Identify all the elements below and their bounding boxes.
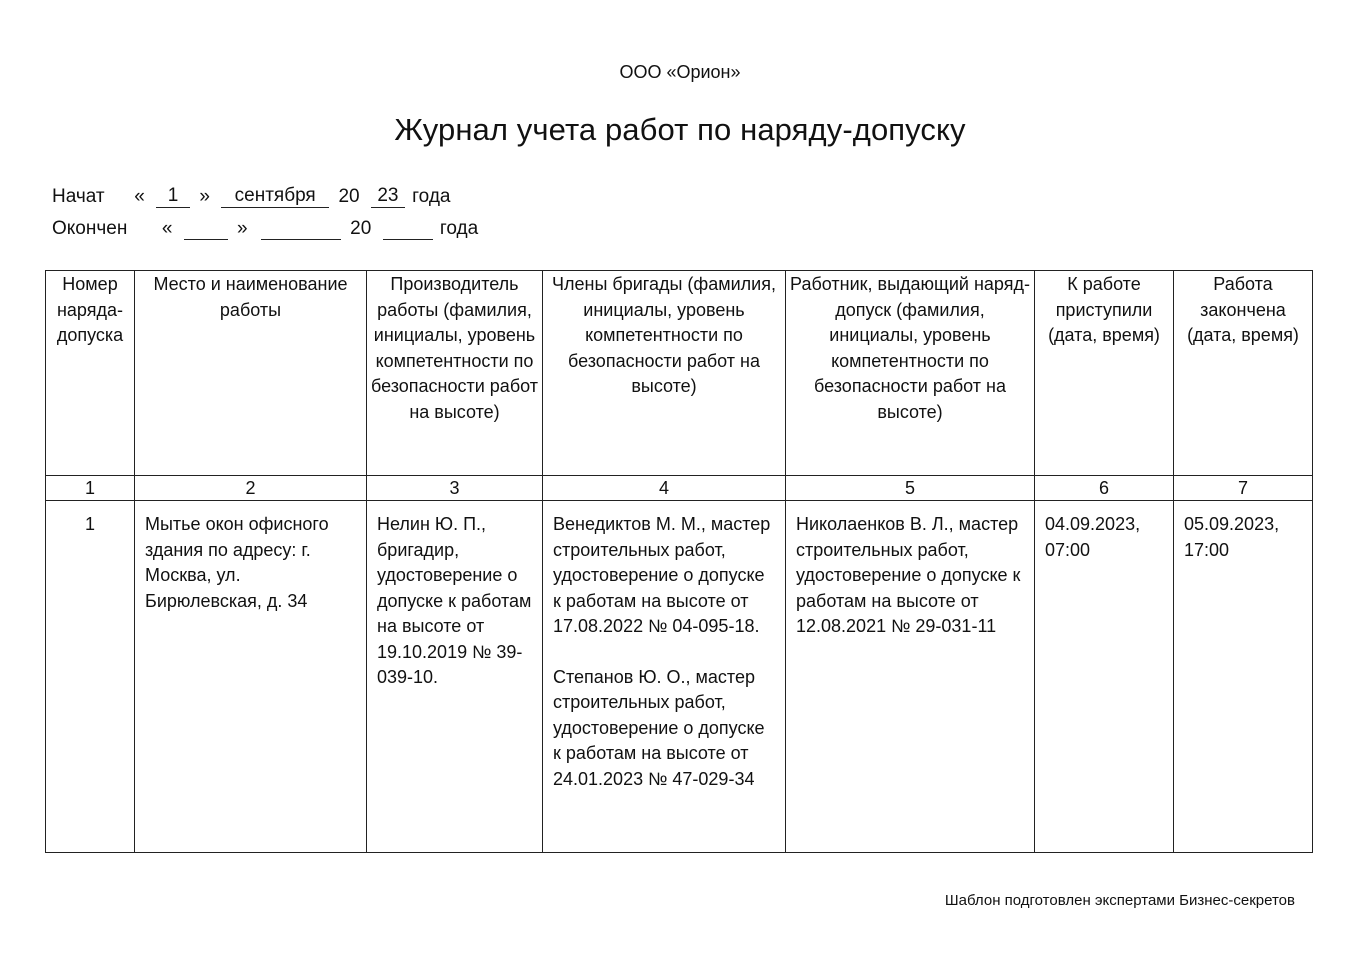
member-entry: Венедиктов М. М., мастер строительных работ, удостоверение о допуске к работам на высоте от 17.08.2022 № 04-095-18.: [553, 514, 771, 636]
table-header-row: [46, 271, 1313, 476]
header-started: К работе приступили (дата, время): [1035, 271, 1174, 476]
start-open-quote: «: [134, 186, 145, 207]
column-number: 3: [367, 476, 543, 501]
end-month: [261, 217, 341, 240]
cell-permit-number: 1: [46, 501, 135, 853]
column-number: 7: [1174, 476, 1313, 501]
company-name: ООО «Орион»: [619, 62, 741, 82]
start-year-word: года: [412, 186, 451, 207]
header-finished: Работа закончена (дата, время): [1174, 271, 1313, 476]
column-number: 4: [543, 476, 786, 501]
start-close-quote: »: [199, 186, 210, 207]
page-title: Журнал учета работ по наряду-допуску: [394, 112, 966, 147]
column-number: 2: [135, 476, 367, 501]
work-permit-journal-table: [45, 270, 1313, 853]
column-number: 1: [46, 476, 135, 501]
header-issuer: Работник, выдающий наряд-допуск (фамилия, инициалы, уровень компетентности по безопасности работ на высоте): [786, 271, 1035, 476]
end-century: 20: [350, 218, 372, 239]
header-place: Место и наименование работы: [135, 271, 367, 476]
start-label: Начат: [52, 186, 105, 207]
footer-note: Шаблон подготовлен экспертами Бизнес-секретов: [944, 892, 1295, 909]
cell-finished-at: 05.09.2023, 17:00: [1174, 501, 1313, 853]
start-month: сентября: [221, 185, 329, 208]
member-entry: Степанов Ю. О., мастер строительных работ, удостоверение о допуске к работам на высоте от 24.01.2023 № 47-029-34: [553, 666, 765, 789]
column-number: 5: [786, 476, 1035, 501]
end-year: [383, 217, 433, 240]
column-number: 6: [1035, 476, 1174, 501]
end-date-line: [52, 217, 478, 240]
header-members: Члены бригады (фамилия, инициалы, уровень компетентности по безопасности работ на высоте): [543, 271, 786, 476]
start-date-line: [52, 185, 451, 208]
start-year: 23: [371, 185, 405, 208]
cell-producer: Нелин Ю. П., бригадир, удостоверение о допуске к работам на высоте от 19.10.2019 № 39-039-10.: [367, 501, 543, 853]
cell-members: [543, 501, 786, 853]
end-day: [184, 217, 228, 240]
end-close-quote: »: [237, 218, 248, 239]
cell-place: Мытье окон офисного здания по адресу: г. Москва, ул. Бирюлевская, д. 34: [135, 501, 367, 853]
header-producer: Производитель работы (фамилия, инициалы, уровень компетентности по безопасности работ на высоте): [367, 271, 543, 476]
cell-started-at: 04.09.2023, 07:00: [1035, 501, 1174, 853]
end-open-quote: «: [161, 218, 173, 239]
start-day: 1: [156, 185, 190, 208]
column-number-row: [46, 476, 1313, 501]
cell-issuer: Николаенков В. Л., мастер строительных работ, удостоверение о допуске к работам на высоте от 12.08.2021 № 29-031-11: [786, 501, 1035, 853]
end-label: Окончен: [52, 218, 128, 239]
start-century: 20: [338, 186, 360, 207]
header-permit-number: Номер наряда-допуска: [46, 271, 135, 476]
table-row: [46, 501, 1313, 853]
end-year-word: года: [439, 218, 479, 239]
